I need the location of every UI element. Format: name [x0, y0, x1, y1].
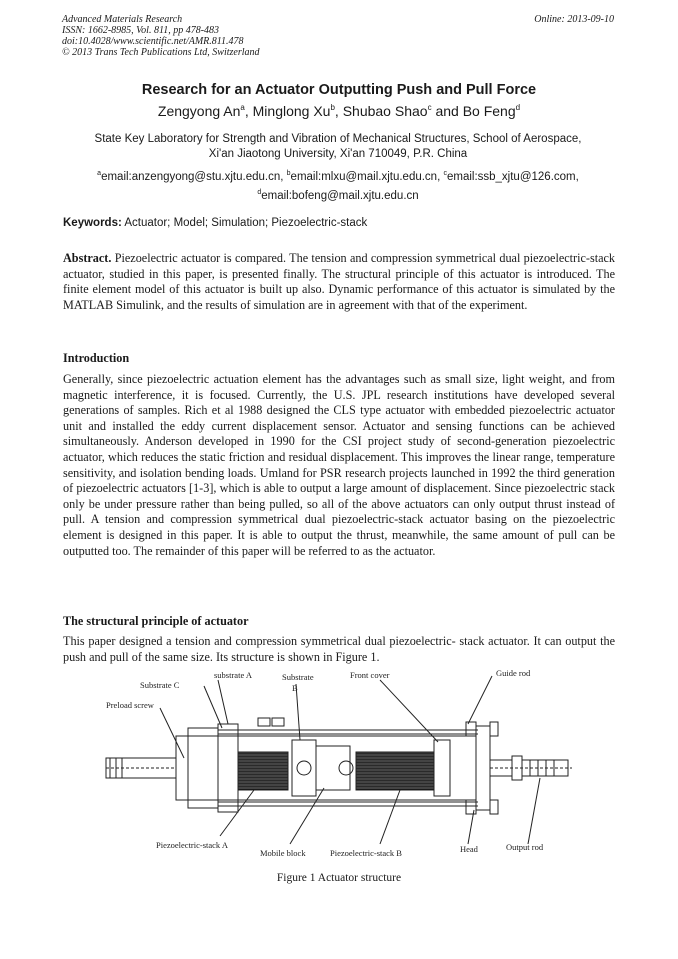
front-cover-shape [434, 740, 450, 796]
abstract-label: Abstract. [63, 251, 112, 265]
keywords [63, 217, 367, 229]
affiliation-line: Xi'an Jiaotong University, Xi'an 710049, P.R. China [208, 148, 468, 160]
email-c[interactable]: email:ssb_xjtu@126.com, [446, 171, 579, 183]
email-line [62, 166, 614, 185]
email-d[interactable]: email:bofeng@mail.xjtu.edu.cn [261, 190, 419, 202]
label-guide-rod: Guide rod [496, 668, 531, 678]
substrate-a-shape [218, 724, 238, 812]
email-line [62, 185, 614, 204]
structural-paragraph: This paper designed a tension and compression symmetrical dual piezoelectric- stack actuator. It can output the push and pull of the same size. Its structure is shown in Figure 1. [63, 634, 615, 664]
affiliation [62, 132, 614, 162]
substrate-b-shape [292, 740, 316, 796]
abstract-text: Piezoelectric actuator is compared. The tension and compression symmetrical dual piezoelectric-stack actuator, studied in this paper, is presented finally. The structural principle of this actuator is introduced. The finite element model of this actuator is built up also. Dynamic performance of this actuator is simulated by the MATLAB Simulink, and the results of simulation are in agreement with that of the experiment. [63, 251, 615, 312]
paper-title: Research for an Actuator Outputting Push and Pull Force [141, 82, 537, 98]
keywords-label: Keywords: [63, 217, 122, 229]
doi-line: doi:10.4028/www.scientific.net/AMR.811.478 [62, 36, 244, 47]
substrate-c-shape [188, 728, 218, 808]
email-sup: c [443, 170, 447, 177]
label-head: Head [460, 844, 478, 854]
structural-heading: The structural principle of actuator [63, 614, 249, 628]
author-list [0, 103, 678, 119]
affiliation-line: State Key Laboratory for Strength and Vibration of Mechanical Structures, School of Aerospace, [94, 133, 582, 145]
intro-heading: Introduction [63, 351, 130, 365]
intro-paragraph: Generally, since piezoelectric actuation element has the advantages such as small size, light weight, and from magnetic interference, it is focused. Currently, the U.S. JPL research institutions have developed several generations of samples. Rich et al 1988 designed the CLS type actuator with embedded piezoelectric actuator unit and installed the eddy current displacement sensor. Actuator and sensing functions can be achieved simultaneously. Anderson developed in 1990 for the CSI project study of second-generation piezoelectric actuator, which reduces the static friction and residual displacement. This improves the linear range, temperature sensitivity, and isolation bending loads. Umland for PSR research projects launched in 1992 the third generation of piezoelectric actuators [1-3], which is able to output a large amount of displacement. Since piezoelectric stack only be under pressure rather than being pulled, so all of the above actuators can only output thrust instead of pull. A tension and compression symmetrical dual piezoelectric-stack actuator basing on the piezoelectric element is designed in this paper. It is able to output the thrust, meanwhile, the same amount of pull can be outputted too. The remainder of this paper will be referred to as the actuator. [63, 372, 615, 558]
email-sup: d [257, 189, 262, 196]
label-substrate-a: substrate A [214, 670, 253, 680]
journal-header [62, 14, 260, 58]
email-b[interactable]: email:mlxu@mail.xjtu.edu.cn, [290, 171, 444, 183]
keywords-text: Actuator; Model; Simulation; Piezoelectric-stack [121, 217, 368, 229]
mobile-block-shape [316, 746, 350, 790]
email-a[interactable]: email:anzengyong@stu.xjtu.edu.cn, [101, 171, 287, 183]
author-name: Bo Feng [462, 103, 516, 119]
label-substrate-b: Substrate [282, 672, 314, 682]
label-mobile-block: Mobile block [260, 848, 306, 858]
abstract [63, 251, 615, 313]
label-preload-screw: Preload screw [106, 700, 154, 710]
author-name: Minglong Xu [252, 103, 331, 119]
author-name: Zengyong An [157, 103, 241, 119]
author-sep: , [244, 103, 253, 119]
stack-a-shape [238, 752, 288, 790]
figure-caption: Figure 1 Actuator structure [276, 872, 402, 884]
head-shape [476, 726, 490, 810]
stack-b-shape [356, 752, 434, 790]
label-output-rod: Output rod [506, 842, 544, 852]
email-sup: a [97, 170, 102, 177]
label-substrate-b-2: B [292, 683, 298, 693]
online-date: Online: 2013-09-10 [534, 14, 614, 25]
label-front-cover: Front cover [350, 670, 390, 680]
label-substrate-c: Substrate C [140, 680, 180, 690]
author-sup: b [330, 103, 335, 112]
copyright-line: © 2013 Trans Tech Publications Ltd, Switzerland [62, 47, 260, 58]
email-list [62, 166, 614, 204]
email-sup: b [286, 170, 291, 177]
author-sup: d [515, 103, 521, 112]
author-sep: , [334, 103, 343, 119]
issn-line: ISSN: 1662-8985, Vol. 811, pp 478-483 [62, 25, 220, 36]
label-stack-b: Piezoelectric-stack B [330, 848, 402, 858]
author-sep: and [431, 103, 463, 119]
author-name: Shubao Shao [342, 103, 428, 119]
label-stack-a: Piezoelectric-stack A [156, 840, 228, 850]
journal-name: Advanced Materials Research [62, 14, 183, 25]
author-sup: a [240, 103, 245, 112]
actuator-figure [100, 666, 580, 864]
author-sup: c [427, 103, 432, 112]
